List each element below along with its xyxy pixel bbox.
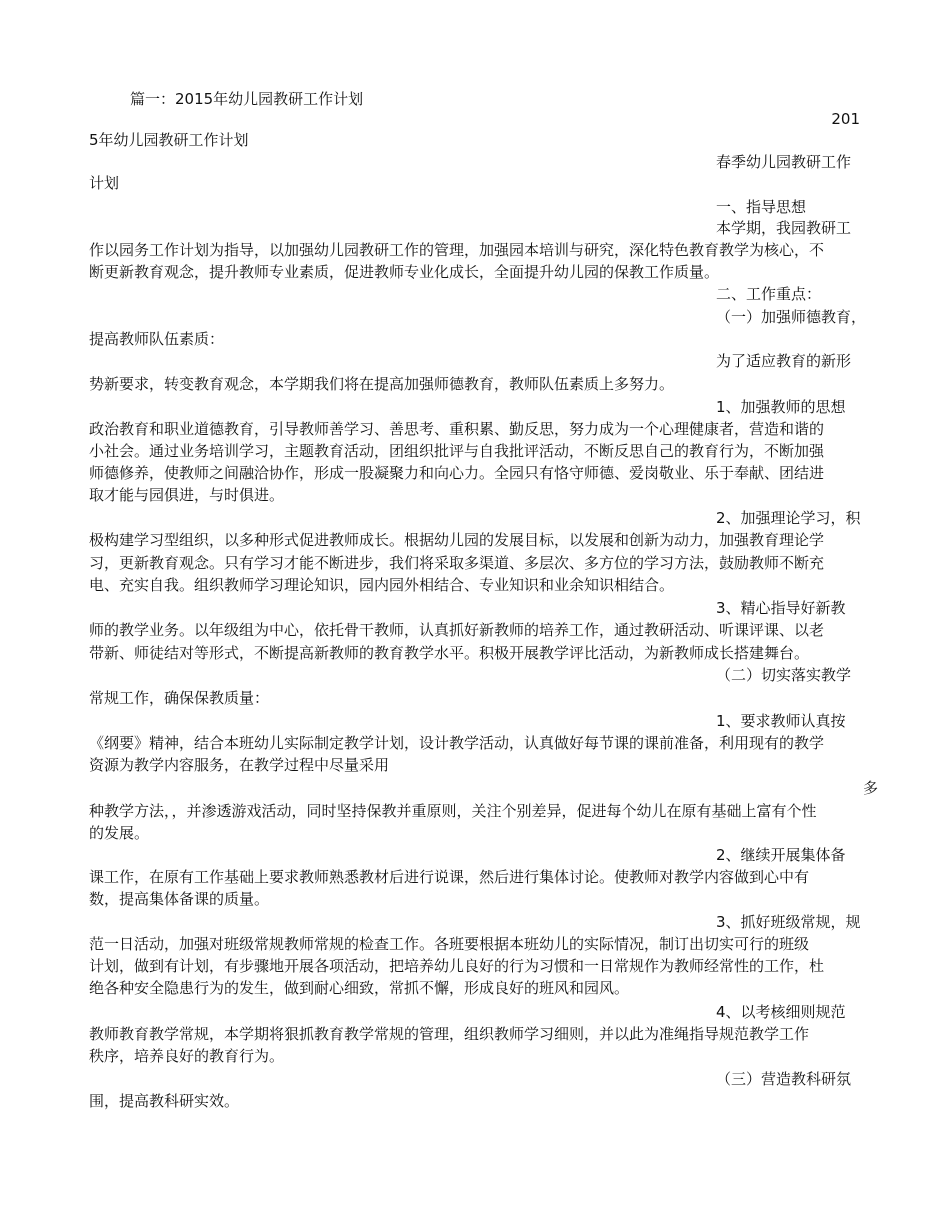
text-line: 师的教学业务。以年级组为中心，依托骨干教师，认真抓好新教师的培养工作，通过教研活动、听课评课、以老 — [89, 621, 825, 639]
text-line: 师德修养，使教师之间融洽协作，形成一股凝聚力和向心力。全园只有恪守师德、爱岗敬业、乐于奉献、团结进 — [89, 464, 825, 482]
text-line: 5年幼儿园教研工作计划 — [89, 131, 249, 149]
text-line: 201 — [831, 110, 860, 128]
text-line: 课工作，在原有工作基础上要求教师熟悉教材后进行说课，然后进行集体讨论。使教师对教学内容做到心中有 — [89, 868, 810, 886]
text-line: 作以园务工作计划为指导，以加强幼儿园教研工作的管理，加强园本培训与研究，深化特色教育教学为核心，不 — [89, 241, 825, 259]
subsection-heading: （一）加强师德教育， — [716, 308, 867, 326]
text-line: 多 — [862, 779, 878, 797]
text-line: 计划，做到有计划，有步骤地开展各项活动，把培养幼儿良好的行为习惯和一日常规作为教师经常性的工作，杜 — [89, 957, 825, 975]
text-line: 春季幼儿园教研工作 — [716, 153, 852, 171]
text-line: 资源为教学内容服务，在教学过程中尽量采用 — [89, 756, 390, 774]
text-line: 3、精心指导好新教 — [716, 599, 846, 617]
text-line: 《纲要》精神，结合本班幼儿实际制定教学计划，设计教学活动，认真做好每节课的课前准备，利用现有的教学 — [89, 734, 825, 752]
text-line: 2、加强理论学习，积 — [716, 509, 861, 527]
text-line: 教师教育教学常规，本学期将狠抓教育教学常规的管理，组织教师学习细则，并以此为准绳指导规范教学工作 — [89, 1025, 810, 1043]
text-line: 提高教师队伍素质： — [89, 330, 225, 348]
section-heading: 一、指导思想 — [716, 198, 807, 216]
text-line: 秩序，培养良好的教育行为。 — [89, 1047, 285, 1065]
text-line: 极构建学习型组织，以多种形式促进教师成长。根据幼儿园的发展目标，以发展和创新为动力，加强教育理论学 — [89, 531, 825, 549]
subsection-heading: （二）切实落实教学 — [716, 666, 852, 684]
text-line: 种教学方法，，并渗透游戏活动，同时坚持保教并重原则，关注个别差异，促进每个幼儿在原有基础上富有个性 — [89, 802, 817, 820]
text-line: 数，提高集体备课的质量。 — [89, 890, 270, 908]
text-line: 计划 — [89, 174, 120, 192]
text-line: 带新、师徒结对等形式，不断提高新教师的教育教学水平。积极开展教学评比活动，为新教师成长搭建舞台。 — [89, 644, 810, 662]
text-line: 取才能与园俱进，与时俱进。 — [89, 486, 285, 504]
text-line: 电、充实自我。组织教师学习理论知识，园内园外相结合、专业知识和业余知识相结合。 — [89, 576, 675, 594]
text-line: 势新要求，转变教育观念，本学期我们将在提高加强师德教育，教师队伍素质上多努力。 — [89, 375, 675, 393]
text-line: 政治教育和职业道德教育，引导教师善学习、善思考、重积累、勤反思，努力成为一个心理健康者，营造和谐的 — [89, 420, 825, 438]
text-line: 小社会。通过业务培训学习，主题教育活动，团组织批评与自我批评活动，不断反思自己的教育行为，不断加强 — [89, 442, 825, 460]
text-line: 4、以考核细则规范 — [716, 1003, 846, 1021]
text-line: 绝各种安全隐患行为的发生，做到耐心细致，常抓不懈，形成良好的班风和园风。 — [89, 979, 630, 997]
subsection-heading: （三）营造教科研氛 — [716, 1070, 852, 1088]
document-title: 篇一：2015年幼儿园教研工作计划 — [130, 90, 364, 108]
text-line: 的发展。 — [89, 824, 150, 842]
text-line: 围，提高教科研实效。 — [89, 1092, 240, 1110]
text-line: 常规工作，确保保教质量： — [89, 689, 270, 707]
text-line: 1、要求教师认真按 — [716, 712, 846, 730]
text-line: 本学期，我园教研工 — [716, 219, 852, 237]
text-line: 范一日活动，加强对班级常规教师常规的检查工作。各班要根据本班幼儿的实际情况，制订出切实可行的班级 — [89, 935, 810, 953]
text-line: 习，更新教育观念。只有学习才能不断进步，我们将采取多渠道、多层次、多方位的学习方法，鼓励教师不断充 — [89, 554, 825, 572]
text-line: 3、抓好班级常规，规 — [716, 913, 861, 931]
text-line: 2、继续开展集体备 — [716, 846, 846, 864]
section-heading: 二、工作重点： — [716, 285, 822, 303]
text-line: 断更新教育观念，提升教师专业素质，促进教师专业化成长，全面提升幼儿园的保教工作质量。 — [89, 263, 720, 281]
text-line: 为了适应教育的新形 — [716, 352, 852, 370]
text-line: 1、加强教师的思想 — [716, 398, 846, 416]
